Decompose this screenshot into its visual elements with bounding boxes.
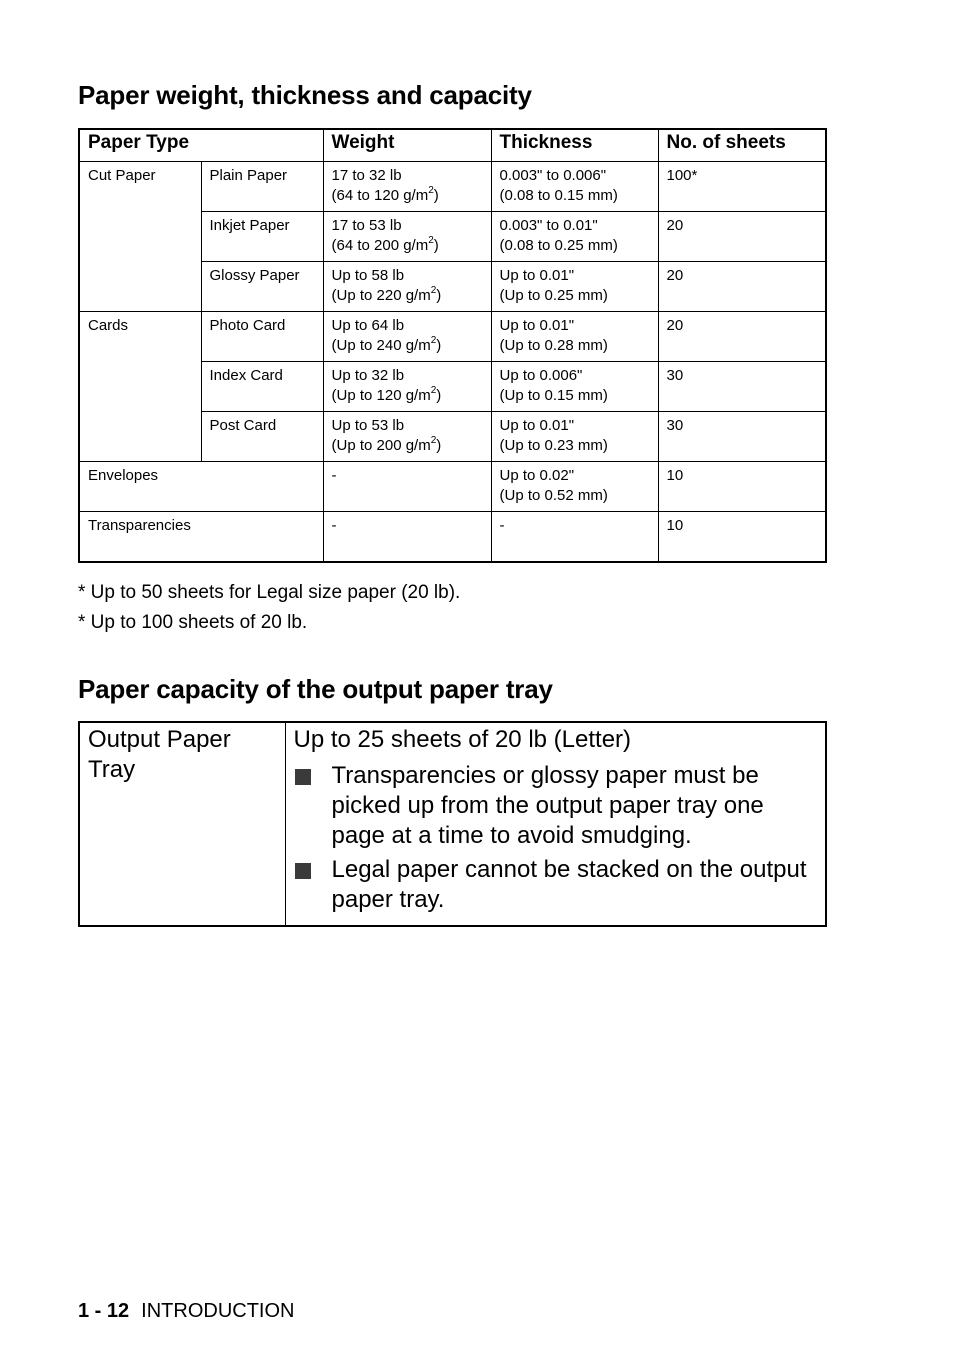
weight-lb: Up to 32 lb	[331, 367, 405, 384]
weight-gsm: (64 to 200 g/m	[331, 237, 429, 254]
thickness-in: Up to 0.006"	[499, 367, 583, 384]
sheets-cell: 30	[658, 362, 826, 412]
superscript: 2	[428, 185, 434, 196]
section-title-paper-weight: Paper weight, thickness and capacity	[78, 80, 532, 110]
weight-cell	[323, 362, 491, 412]
weight-gsm: (Up to 240 g/m	[331, 337, 431, 354]
weight-gsm: (64 to 120 g/m	[331, 187, 429, 204]
weight-cell: -	[323, 512, 491, 563]
subtype-cell: Inkjet Paper	[201, 212, 323, 262]
sheets-cell: 20	[658, 262, 826, 312]
footnote-legal: * Up to 50 sheets for Legal size paper (20 lb).	[78, 582, 461, 603]
weight-lb: Up to 58 lb	[331, 267, 405, 284]
square-bullet-icon	[294, 855, 332, 915]
thickness-mm: (Up to 0.28 mm)	[499, 337, 608, 354]
close-paren: )	[436, 287, 442, 304]
sheets-cell: 10	[658, 512, 826, 563]
table-row	[79, 722, 826, 926]
weight-cell	[323, 262, 491, 312]
subtype-cell: Glossy Paper	[201, 262, 323, 312]
thickness-cell	[491, 362, 658, 412]
thickness-cell	[491, 262, 658, 312]
thickness-cell	[491, 162, 658, 212]
sheets-cell: 20	[658, 212, 826, 262]
thickness-in: Up to 0.01"	[499, 267, 575, 284]
close-paren: )	[436, 337, 442, 354]
type-transparencies: Transparencies	[79, 512, 323, 563]
output-tray-details	[285, 722, 826, 926]
thickness-cell: -	[491, 512, 658, 563]
superscript: 2	[430, 285, 437, 296]
weight-lb: 17 to 53 lb	[331, 217, 402, 234]
superscript: 2	[430, 385, 437, 396]
weight-gsm: (Up to 200 g/m	[331, 437, 431, 454]
header-paper-type: Paper Type	[79, 129, 323, 162]
paper-spec-table	[78, 128, 827, 563]
weight-cell	[323, 162, 491, 212]
thickness-mm: (0.08 to 0.25 mm)	[499, 237, 618, 254]
sheets-cell: 30	[658, 412, 826, 462]
thickness-mm: (Up to 0.15 mm)	[499, 387, 608, 404]
thickness-cell	[491, 212, 658, 262]
thickness-in: Up to 0.01"	[499, 317, 575, 334]
subtype-cell: Plain Paper	[201, 162, 323, 212]
table-row	[79, 512, 826, 563]
weight-lb: 17 to 32 lb	[331, 167, 402, 184]
header-thickness: Thickness	[491, 129, 658, 162]
close-paren: )	[436, 437, 442, 454]
weight-gsm: (Up to 220 g/m	[331, 287, 431, 304]
thickness-in: Up to 0.02"	[499, 467, 575, 484]
superscript: 2	[430, 435, 437, 446]
page-footer	[78, 1300, 294, 1323]
close-paren: )	[433, 187, 439, 204]
page-number: 1 - 12	[78, 1300, 130, 1322]
output-capacity: Up to 25 sheets of 20 lb (Letter)	[293, 726, 632, 753]
bullet-text: Legal paper cannot be stacked on the output paper tray.	[331, 856, 807, 913]
group-cut-paper: Cut Paper	[79, 162, 201, 312]
sheets-cell: 100*	[658, 162, 826, 212]
table-row	[79, 462, 826, 512]
thickness-mm: (0.08 to 0.15 mm)	[499, 187, 618, 204]
section-title-output-tray: Paper capacity of the output paper tray	[78, 674, 553, 704]
thickness-cell	[491, 462, 658, 512]
bullet-text: Transparencies or glossy paper must be picked up from the output paper tray one page at a time to avoid smudging.	[331, 762, 764, 849]
table-row	[79, 312, 826, 362]
chapter-name: INTRODUCTION	[141, 1300, 295, 1322]
weight-cell	[323, 412, 491, 462]
weight-cell: -	[323, 462, 491, 512]
footnote-20lb: * Up to 100 sheets of 20 lb.	[78, 612, 308, 633]
sheets-cell: 20	[658, 312, 826, 362]
subtype-cell: Photo Card	[201, 312, 323, 362]
thickness-mm: (Up to 0.25 mm)	[499, 287, 608, 304]
subtype-cell: Post Card	[201, 412, 323, 462]
close-paren: )	[433, 237, 439, 254]
list-item	[294, 761, 818, 851]
header-weight: Weight	[323, 129, 491, 162]
output-tray-table	[78, 721, 827, 927]
weight-cell	[323, 312, 491, 362]
type-envelopes: Envelopes	[79, 462, 323, 512]
thickness-in: 0.003" to 0.01"	[499, 217, 598, 234]
list-item	[294, 855, 818, 915]
superscript: 2	[430, 335, 437, 346]
group-cards: Cards	[79, 312, 201, 462]
weight-gsm: (Up to 120 g/m	[331, 387, 431, 404]
header-sheets: No. of sheets	[658, 129, 826, 162]
output-tray-label: Output Paper Tray	[79, 722, 285, 926]
square-bullet-icon	[294, 761, 332, 851]
thickness-cell	[491, 412, 658, 462]
thickness-in: 0.003" to 0.006"	[499, 167, 607, 184]
superscript: 2	[428, 235, 434, 246]
close-paren: )	[436, 387, 442, 404]
table-header-row	[79, 129, 826, 162]
subtype-cell: Index Card	[201, 362, 323, 412]
weight-lb: Up to 64 lb	[331, 317, 405, 334]
weight-cell	[323, 212, 491, 262]
thickness-mm: (Up to 0.23 mm)	[499, 437, 608, 454]
sheets-cell: 10	[658, 462, 826, 512]
thickness-cell	[491, 312, 658, 362]
table-row	[79, 162, 826, 212]
thickness-mm: (Up to 0.52 mm)	[499, 487, 608, 504]
weight-lb: Up to 53 lb	[331, 417, 405, 434]
thickness-in: Up to 0.01"	[499, 417, 575, 434]
